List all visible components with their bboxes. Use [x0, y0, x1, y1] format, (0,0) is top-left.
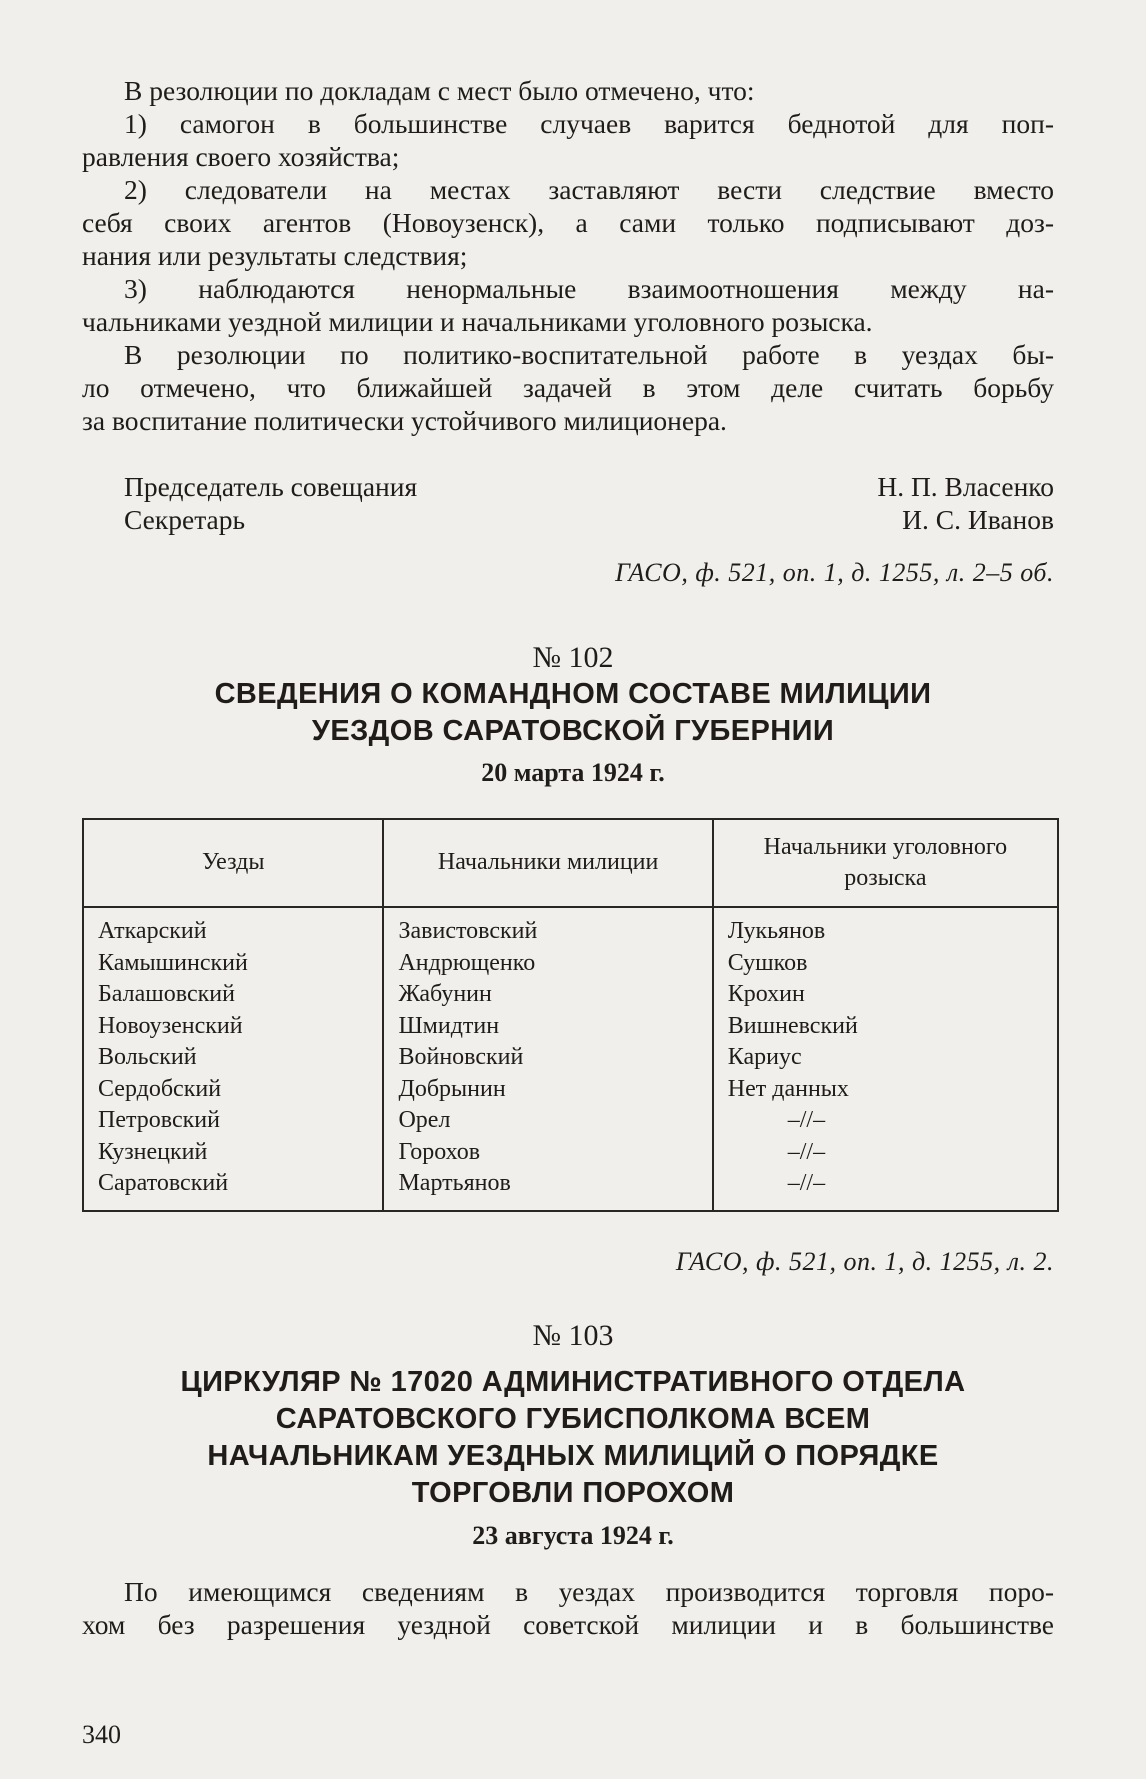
resolution-point-2: 2) следователи на местах заставляют вести следствие вместо себя своих агентов (Новоузенск), а сами только подписывают доз- нания или результаты следствия;: [82, 174, 1054, 271]
header-rozysk-chiefs: Начальники уголовного розыска: [713, 819, 1058, 907]
table-cell: Лукьянов: [727, 918, 826, 944]
signature-chairman: Председатель совещания Н. П. Власенко: [124, 471, 1054, 502]
table-cell: Мартьянов: [398, 1170, 511, 1196]
table-cell: Сушков: [727, 949, 808, 976]
document-number-103: № 103: [532, 1319, 614, 1352]
signature-secretary: Секретарь И. С. Иванов: [124, 504, 1054, 535]
table-cell: Балашовский: [98, 981, 235, 1007]
table-body-row: [83, 907, 1058, 1211]
document-number-102: № 102: [532, 641, 614, 674]
resolution-intro: В резолюции по докладам с мест было отмечено, что:: [124, 75, 755, 106]
table-cell: Кариус: [727, 1044, 802, 1070]
document-title-102-line-2: УЕЗДОВ САРАТОВСКОЙ ГУБЕРНИИ: [311, 715, 835, 747]
resolution-point-3: 3) наблюдаются ненормальные взаимоотношения между на- чальниками уездной милиции и начальниками уголовного розыска.: [82, 273, 1054, 337]
resolution-political-work: В резолюции по политико-воспитательной работе в уездах бы- ло отмечено, что ближайшей задачей в этом деле считать борьбу за воспитание политически устойчивого милиционера.: [82, 339, 1054, 436]
table-cell: –//–: [787, 1107, 826, 1133]
archive-source-reference-102: ГАСО, ф. 521, оп. 1, д. 1255, л. 2.: [675, 1247, 1054, 1276]
table-cell: Жабунин: [398, 981, 492, 1007]
table-cell: Крохин: [727, 981, 805, 1007]
table-cell: –//–: [787, 1170, 826, 1196]
document-title-103-line-4: ТОРГОВЛИ ПОРОХОМ: [411, 1477, 735, 1509]
militsiya-chiefs-column: [383, 907, 712, 1211]
table-cell: Петровский: [98, 1107, 220, 1133]
table-cell: Войновский: [398, 1044, 524, 1070]
table-cell: Кузнецкий: [98, 1138, 208, 1165]
document-title-103-line-3: НАЧАЛЬНИКАМ УЕЗДНЫХ МИЛИЦИЙ О ПОРЯДКЕ: [207, 1440, 939, 1472]
table-cell: Новоузенский: [98, 1012, 243, 1039]
header-uezdy: Уезды: [83, 819, 383, 907]
document-date-103: 23 августа 1924 г.: [472, 1521, 674, 1550]
resolution-point-1: 1) самогон в большинстве случаев варится беднотой для поп- равления своего хозяйства;: [82, 108, 1054, 172]
document-title-103-line-1: ЦИРКУЛЯР № 17020 АДМИНИСТРАТИВНОГО ОТДЕЛА: [180, 1366, 966, 1398]
uezdy-column: [83, 907, 383, 1211]
table-cell: Саратовский: [98, 1170, 229, 1196]
page-number: 340: [82, 1720, 121, 1749]
table-cell: Горохов: [398, 1138, 481, 1165]
document-date-102: 20 марта 1924 г.: [481, 758, 665, 787]
table-cell: Добрынин: [398, 1075, 506, 1102]
table-cell: Камышинский: [98, 949, 248, 976]
table-cell: Нет данных: [727, 1075, 849, 1102]
table-cell: –//–: [787, 1138, 826, 1165]
command-staff-table: [82, 818, 1059, 1212]
rozysk-chiefs-column: [713, 907, 1058, 1211]
table-cell: Вишневский: [727, 1012, 858, 1039]
table-cell: Завистовский: [398, 918, 538, 944]
document-title-103-line-2: САРАТОВСКОГО ГУБИСПОЛКОМА ВСЕМ: [275, 1403, 871, 1435]
table-cell: Андрющенко: [398, 949, 536, 976]
archive-source-reference: ГАСО, ф. 521, оп. 1, д. 1255, л. 2–5 об.: [615, 558, 1054, 587]
circular-body: По имеющимся сведениям в уездах производится торговля поро- хом без разрешения уездной советской милиции и в большинстве: [82, 1576, 1054, 1640]
table-cell: Аткарский: [98, 918, 207, 944]
table-cell: Вольский: [98, 1044, 197, 1070]
document-title-102-line-1: СВЕДЕНИЯ О КОМАНДНОМ СОСТАВЕ МИЛИЦИИ: [214, 678, 932, 710]
table-cell: Шмидтин: [398, 1012, 500, 1039]
table-header-row: [83, 819, 1058, 907]
header-militsiya-chiefs: Начальники милиции: [383, 819, 712, 907]
table-cell: Сердобский: [98, 1075, 222, 1102]
table-cell: Орел: [398, 1107, 451, 1133]
